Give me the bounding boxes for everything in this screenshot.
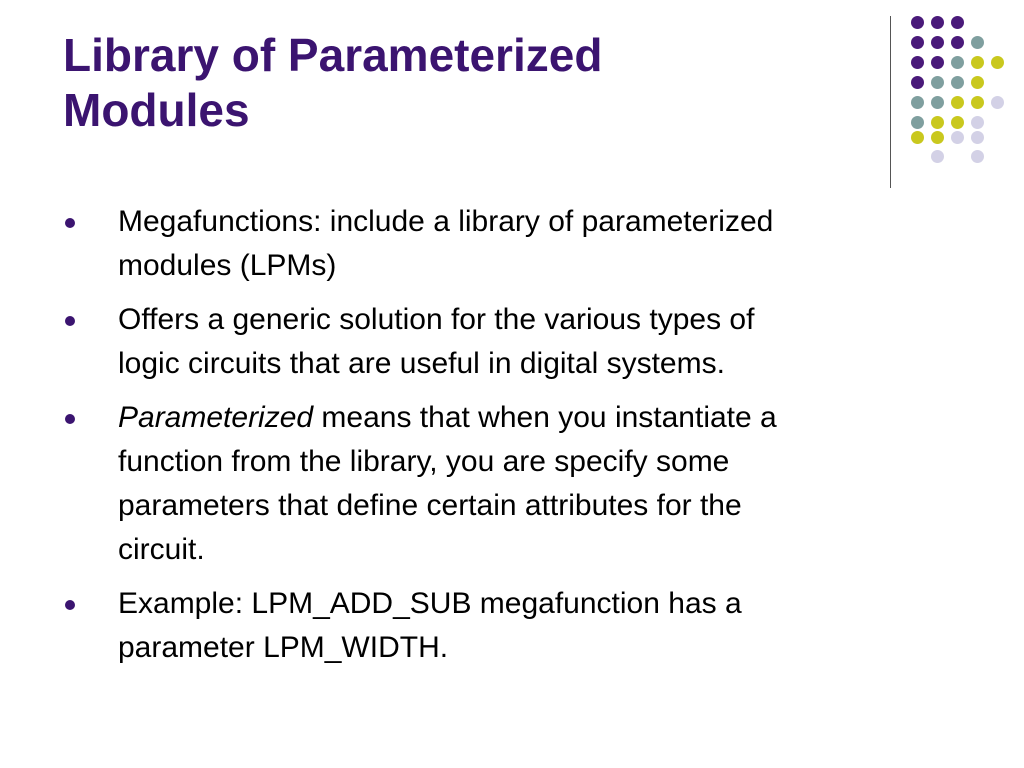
decor-dot (911, 131, 924, 144)
bullet-text: Megafunctions: include a library of parameterized (118, 205, 774, 238)
bullet-text: Example: LPM_ADD_SUB megafunction has a (118, 587, 742, 620)
decor-dot (931, 36, 944, 49)
decor-dot (951, 16, 964, 29)
bullet-text: Offers a generic solution for the various types of (118, 303, 755, 336)
bullet-item (63, 200, 963, 288)
bullet-item (63, 298, 963, 386)
decor-dot (991, 56, 1004, 69)
decor-dot (991, 96, 1004, 109)
decor-dot (931, 150, 944, 163)
decor-dot (931, 56, 944, 69)
decor-dot (951, 116, 964, 129)
decor-dot (931, 76, 944, 89)
decor-dot (911, 36, 924, 49)
decor-dot (931, 116, 944, 129)
decor-dot (931, 16, 944, 29)
decor-dot (971, 131, 984, 144)
decor-dot (971, 150, 984, 163)
bullet-text: function from the library, you are specify some (118, 445, 730, 478)
decor-dot (971, 116, 984, 129)
decor-dot (911, 16, 924, 29)
decorative-dot-grid (0, 0, 1024, 200)
bullet-text: circuit. (118, 533, 205, 566)
decor-dot (911, 56, 924, 69)
bullet-text: logic circuits that are useful in digital systems. (118, 347, 725, 380)
decor-dot (951, 36, 964, 49)
title-line-1: Library of Parameterized (63, 29, 603, 81)
bullet-text: parameters that define certain attributes for the (118, 489, 742, 522)
decor-dot (971, 76, 984, 89)
bullet-text: modules (LPMs) (118, 249, 337, 282)
bullet-dot-icon (65, 316, 75, 326)
bullet-text: means that when you instantiate a (313, 401, 777, 434)
decor-dot (911, 96, 924, 109)
decor-dot (951, 76, 964, 89)
decor-dot (951, 96, 964, 109)
decor-dot (951, 131, 964, 144)
bullet-list (63, 200, 963, 680)
bullet-dot-icon (65, 218, 75, 228)
decor-dot (971, 36, 984, 49)
decor-dot (931, 131, 944, 144)
decor-dot (931, 96, 944, 109)
bullet-item (63, 396, 963, 572)
title-line-2: Modules (63, 84, 250, 136)
decor-dot (911, 116, 924, 129)
emphasized-term: Parameterized (118, 401, 314, 434)
decor-dot (971, 96, 984, 109)
bullet-dot-icon (65, 414, 75, 424)
decor-dot (951, 56, 964, 69)
bullet-text: parameter LPM_WIDTH. (118, 631, 449, 664)
decor-dot (971, 56, 984, 69)
decor-dot (911, 76, 924, 89)
bullet-dot-icon (65, 600, 75, 610)
bullet-item (63, 582, 963, 670)
